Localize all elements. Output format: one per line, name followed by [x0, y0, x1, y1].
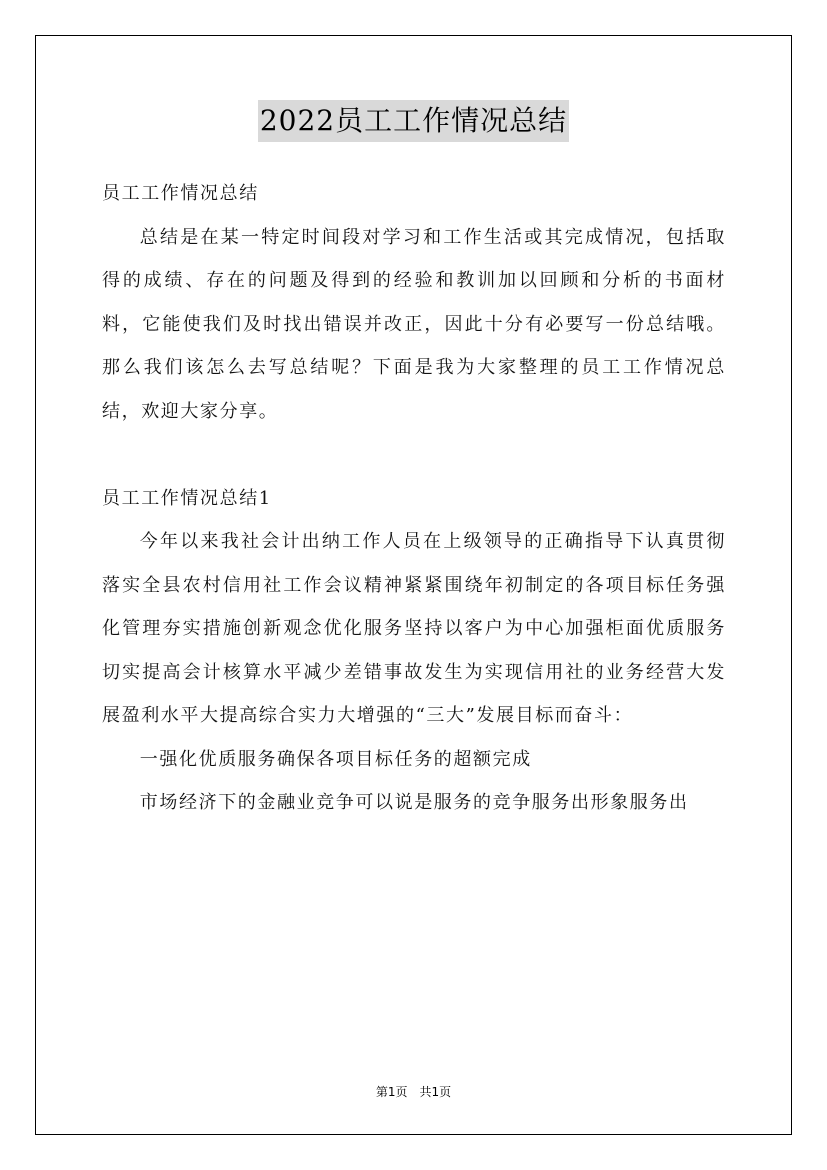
- blank-line: [102, 433, 726, 477]
- section-point: 一强化优质服务确保各项目标任务的超额完成: [139, 748, 532, 770]
- document-subtitle: 员工工作情况总结: [102, 183, 259, 204]
- section-heading: 员工工作情况总结1: [102, 487, 272, 509]
- section-paragraph-continued: 市场经济下的金融业竞争可以说是服务的竞争服务出形象服务出: [139, 792, 689, 813]
- section-paragraph: 今年以来我社会计出纳工作人员在上级领导的正确指导下认真贯彻落实全县农村信用社工作会议精神紧紧围绕年初制定的各项目标任务强化管理夯实措施创新观念优化服务坚持以客户为中心加强柜面优质服务切实提高会计核算水平减少差错事故发生为实现信用社的业务经营大发展盈利水平大提高综合实力大增强的“三大”发展目标而奋斗：: [102, 531, 726, 726]
- intro-paragraph: 总结是在某一特定时间段对学习和工作生活或其完成情况，包括取得的成绩、存在的问题及得到的经验和教训加以回顾和分析的书面材料，它能使我们及时找出错误并改正，因此十分有必要写一份总结哦。那么我们该怎么去写总结呢？下面是我为大家整理的员工工作情况总结，欢迎大家分享。: [102, 226, 726, 422]
- document-title: 2022员工工作情况总结: [258, 100, 569, 142]
- document-title-wrapper: [0, 100, 827, 142]
- page-number: 第1页 共1页: [375, 1085, 452, 1099]
- document-body: [102, 172, 726, 825]
